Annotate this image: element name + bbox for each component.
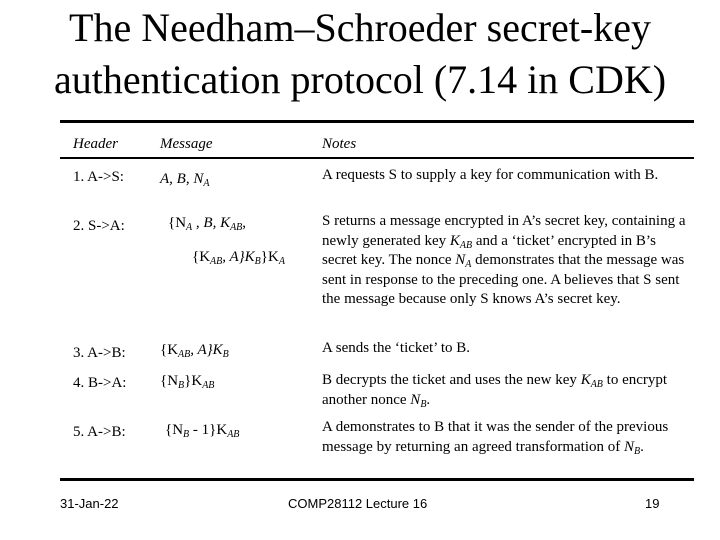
message-column-header: Message [160,136,213,152]
slide-title [0,2,720,106]
step-2-header: 2. S->A: [73,218,125,234]
step-2-notes: S returns a message encrypted in A’s secret key, containing a newly generated key $K_{AB}$ and a ‘ticket’ encrypted in B’s secret key. The nonce $N_A$ demonstrates that the message was sent in response to the preceding one. A believes that S sent the message because only S knows A’s secret key. [322,213,686,307]
step-5-header: 5. A->B: [73,424,126,440]
step-1-message: A, B, $N_A$ [160,171,210,189]
step-2-message-line-2: {$K_{AB}$, $A\}K_B\}K_A$ [192,249,285,267]
footer-course: COMP28112 Lecture 16 [288,496,428,511]
footer-date: 31-Jan-22 [60,496,119,511]
step-1-header: 1. A->S: [73,169,124,185]
step-4-header: 4. B->A: [73,375,127,391]
footer-page-number: 19 [645,496,660,511]
step-4-message: $\{N_B\}K_{AB}$ [160,373,215,391]
notes-column-header: Notes [322,136,357,152]
title-line-1: The Needham–Schroeder secret-key [69,5,651,50]
step-4-notes: B decrypts the ticket and uses the new key $K_{AB}$ to encrypt another nonce $N_B$. [322,372,668,410]
table-top-rule [60,120,694,123]
header-bottom-rule [60,157,694,159]
step-5-message: $\{N_B - 1\}K_{AB}$ [165,422,240,440]
table-bottom-rule [60,478,694,481]
step-5-notes: A demonstrates to B that it was the sender of the previous message by returning an agreed transformation of $N_B$. [322,419,669,457]
step-3-header: 3. A->B: [73,345,126,361]
header-column-header: Header [73,136,118,152]
step-2-message-line-1: {$N_A$ , B, $K_{AB}$, [168,215,247,233]
step-3-notes: A sends the ‘ticket’ to B. [322,340,471,356]
step-3-message: {$K_{AB}$, $A\}K_B$ [160,342,229,360]
title-line-2: authentication protocol (7.14 in CDK) [53,57,667,102]
step-1-notes: A requests S to supply a key for communication with B. [322,167,659,183]
